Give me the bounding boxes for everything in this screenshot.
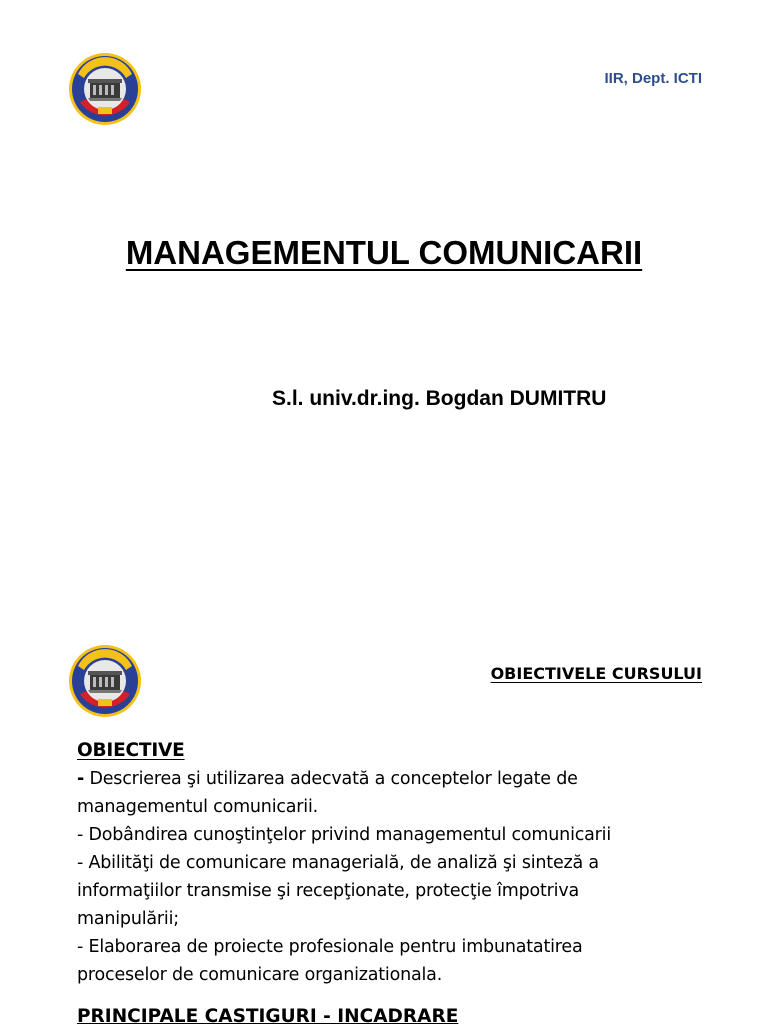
objectives-label: OBIECTIVE <box>77 740 185 761</box>
objective-line: - Elaborarea de proiecte profesionale pentru imbunatatirea <box>77 937 583 957</box>
objective-line: - Dobândirea cunoştinţelor privind managementul comunicarii <box>77 825 611 845</box>
objective-line: - Abilităţi de comunicare managerială, de analiză şi sinteză a <box>77 853 599 873</box>
bullet-dash: - <box>77 769 85 789</box>
section-heading: OBIECTIVELE CURSULUI <box>490 664 702 683</box>
course-title: MANAGEMENTUL COMUNICARII <box>125 234 643 271</box>
author-name: S.l. univ.dr.ing. Bogdan DUMITRU <box>272 387 607 410</box>
objective-line: - Descrierea şi utilizarea adecvată a conceptelor legate de <box>77 769 578 789</box>
university-seal-icon <box>68 644 142 718</box>
university-seal-icon <box>68 52 142 126</box>
objective-line: manipulării; <box>77 909 179 929</box>
department-label: IIR, Dept. ICTI <box>604 70 702 87</box>
university-logo <box>68 644 142 718</box>
objectives-slide <box>0 620 768 1024</box>
university-logo <box>68 52 142 126</box>
objective-line: managementul comunicarii. <box>77 797 318 817</box>
objective-line: proceselor de comunicare organizationala. <box>77 965 443 985</box>
next-section-heading: PRINCIPALE CASTIGURI - INCADRARE <box>77 1006 459 1024</box>
objective-line: informaţiilor transmise şi recepţionate, protecţie împotriva <box>77 881 580 901</box>
objectives-body <box>77 737 717 989</box>
